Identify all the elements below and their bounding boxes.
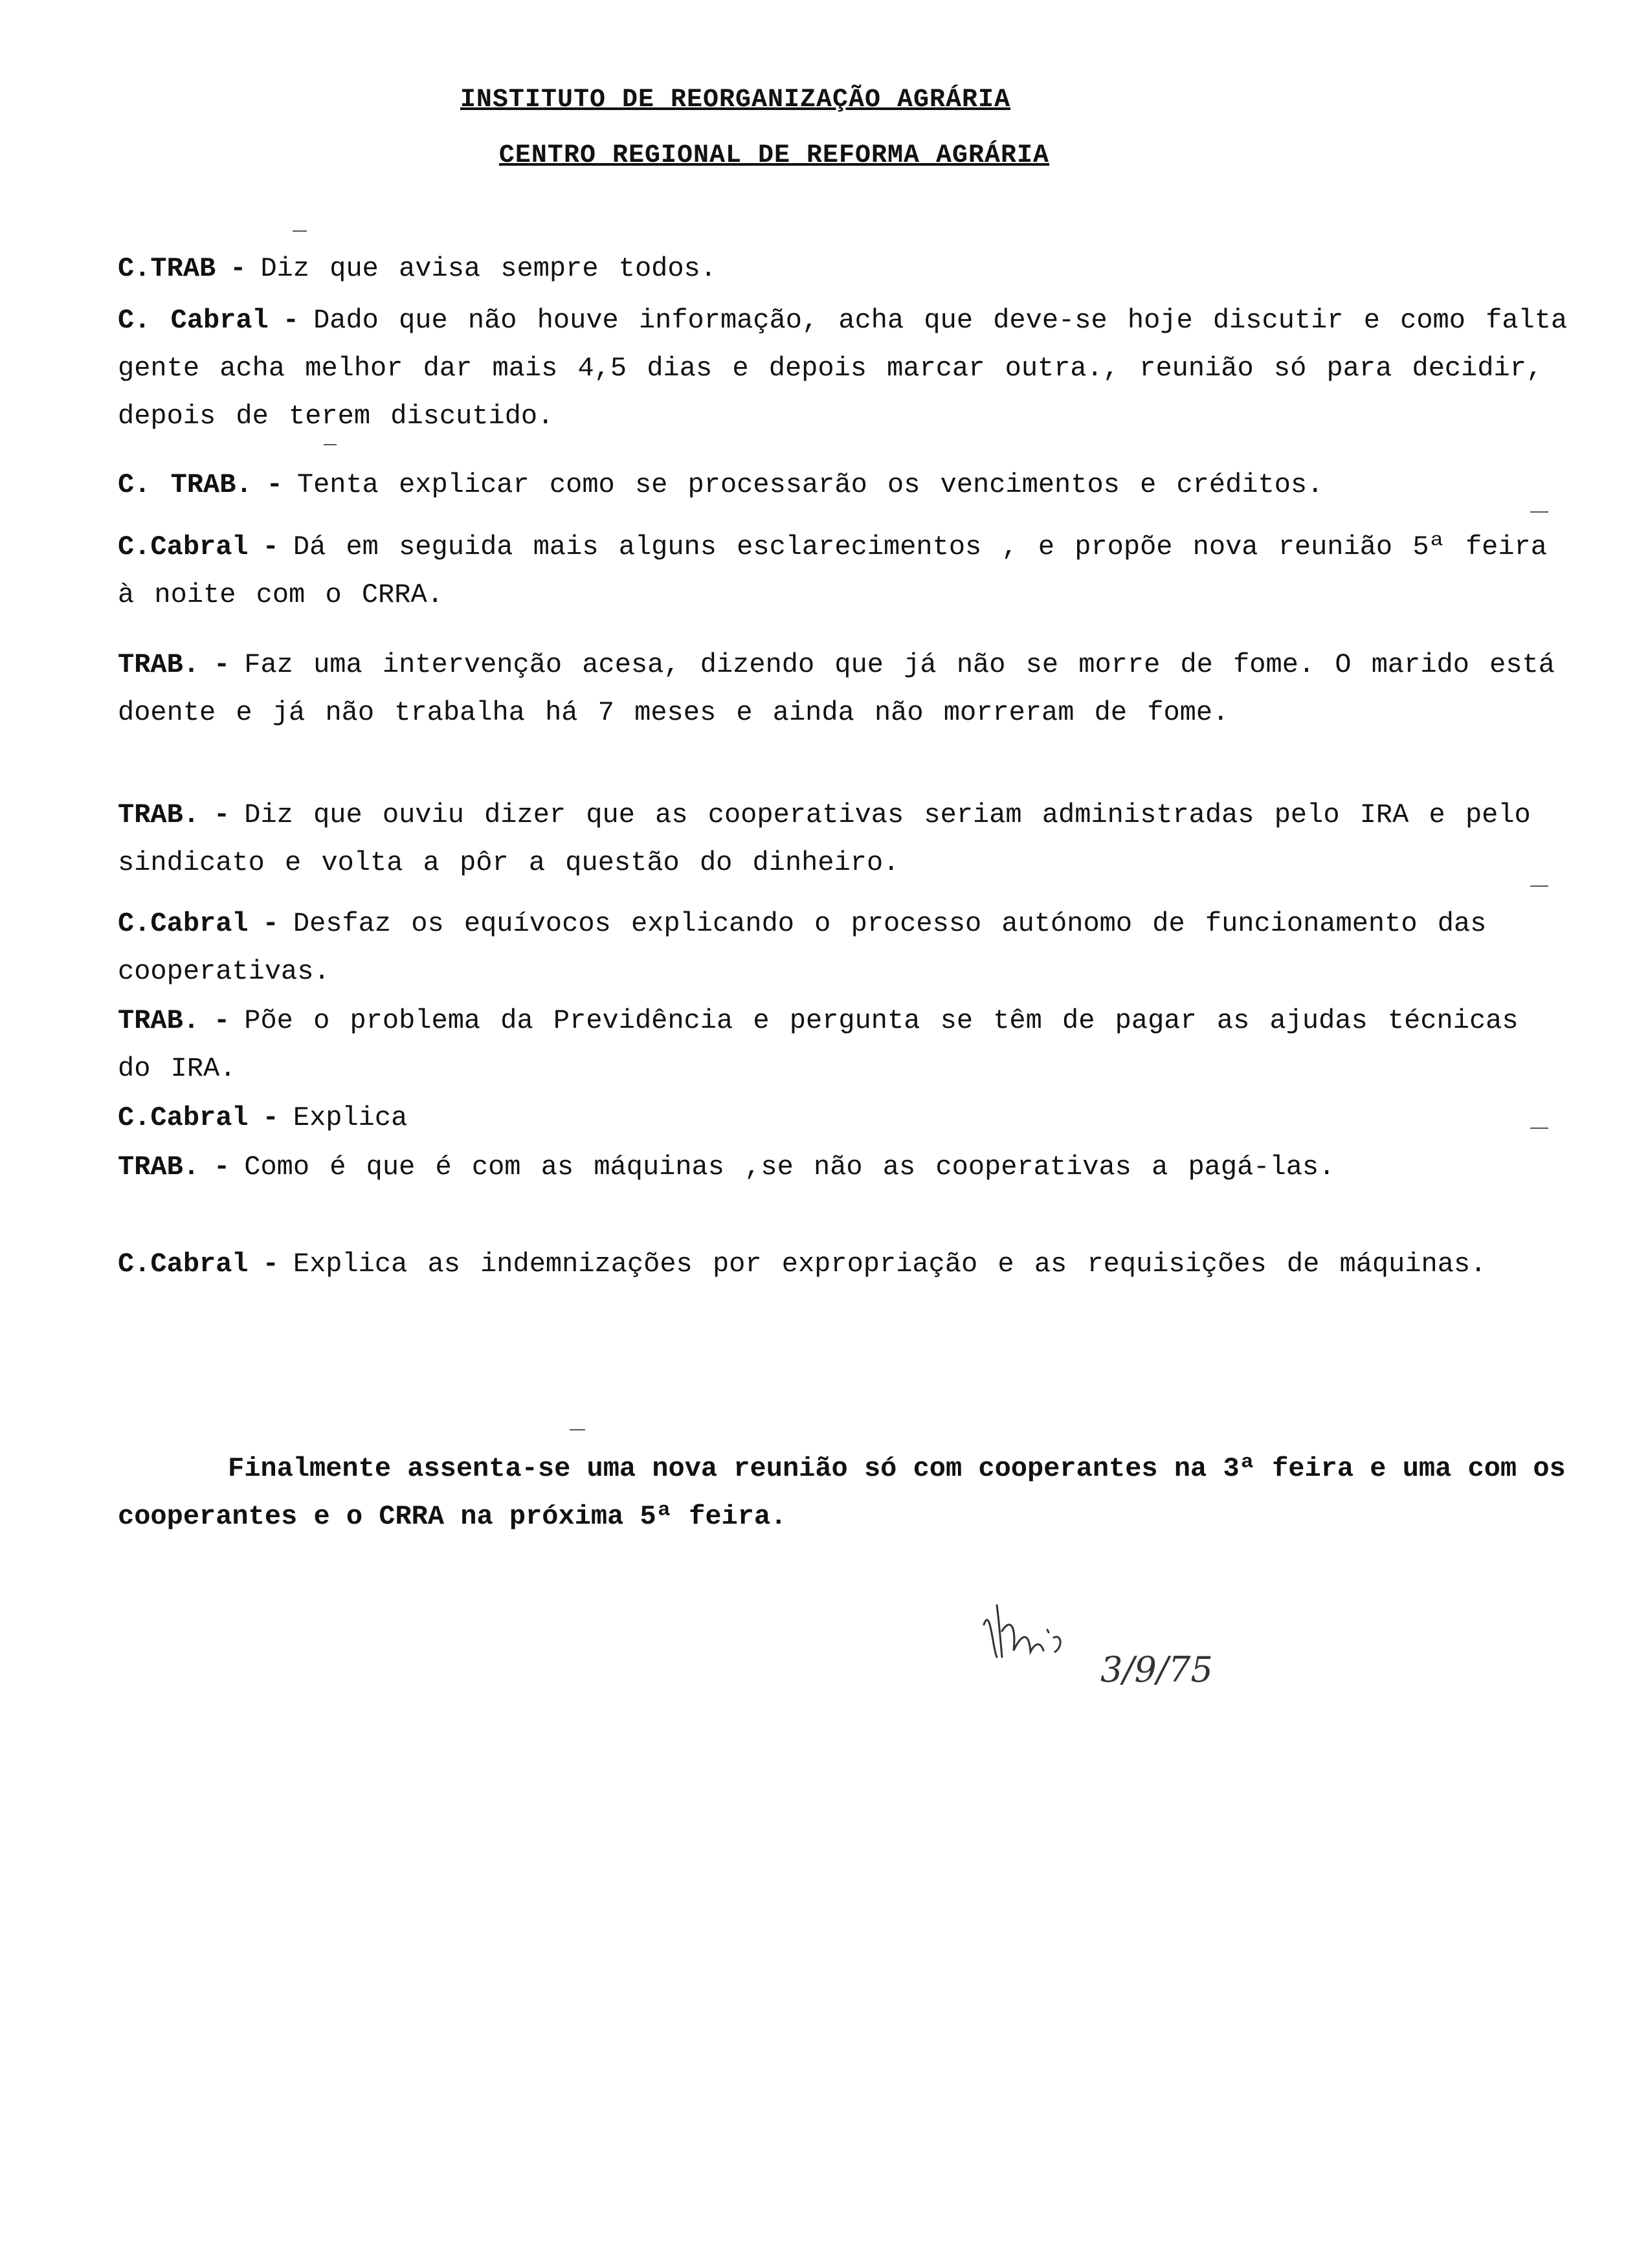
entry-text: Explica xyxy=(293,1102,408,1133)
minute-entry xyxy=(118,1094,1568,1142)
minute-entry xyxy=(118,641,1568,737)
speaker-label: TRAB. xyxy=(118,799,200,830)
speaker-label: TRAB. xyxy=(118,1005,200,1036)
minute-entry xyxy=(118,1143,1568,1191)
speaker-label: C.TRAB xyxy=(118,253,216,284)
marginal-tick xyxy=(1530,885,1548,887)
speaker-label: C.Cabral xyxy=(118,531,249,562)
dash: - xyxy=(262,908,279,939)
dash: - xyxy=(214,649,230,680)
closing-paragraph: Finalmente assenta-se uma nova reunião só com cooperantes na 3ª feira e uma com os cooperantes e o CRRA na próxima 5ª feira. xyxy=(118,1453,1566,1532)
dash: - xyxy=(282,305,300,336)
entry-text: Põe o problema da Previdência e pergunta se têm de pagar as ajudas técnicas do IRA. xyxy=(118,1005,1519,1084)
speaker-label: C.Cabral xyxy=(118,908,249,939)
speaker-label: TRAB. xyxy=(118,1151,200,1183)
minute-entry xyxy=(118,296,1568,440)
dash: - xyxy=(262,1102,279,1133)
dash: - xyxy=(214,1005,230,1036)
entry-text: Tenta explicar como se processarão os vencimentos e créditos. xyxy=(296,469,1324,500)
dash: - xyxy=(214,799,230,830)
entry-text: Desfaz os equívocos explicando o processo autónomo de funcionamento das cooperativas. xyxy=(118,908,1487,987)
marginal-tick xyxy=(1530,1128,1548,1129)
speaker-label: C.Cabral xyxy=(118,1249,249,1280)
marginal-tick xyxy=(324,444,337,445)
speaker-label: C.Cabral xyxy=(118,1102,249,1133)
minute-entry xyxy=(118,997,1568,1093)
entry-text: Diz que ouviu dizer que as cooperativas seriam administradas pelo IRA e pelo sindicato e volta a pôr a questão do dinheiro. xyxy=(118,799,1531,878)
regional-centre-title xyxy=(0,141,1587,170)
entry-text: Dá em seguida mais alguns esclarecimentos , e propõe nova reunião 5ª feira à noite com o CRRA. xyxy=(118,531,1547,610)
entry-text: Explica as indemnizações por expropriação e as requisições de máquinas. xyxy=(293,1249,1487,1280)
institute-title xyxy=(0,85,1548,115)
entry-text: Dado que não houve informação, acha que deve-se hoje discutir e como falta gente acha melhor dar mais 4,5 dias e depois marcar outra., reunião só para decidir, depois de terem discutido. xyxy=(118,305,1568,432)
dash: - xyxy=(262,1249,279,1280)
minute-entry xyxy=(118,245,1568,293)
dash: - xyxy=(230,253,247,284)
marginal-tick xyxy=(1530,511,1548,513)
speaker-label: TRAB. xyxy=(118,649,200,680)
minute-entry xyxy=(118,461,1568,509)
entry-text: Diz que avisa sempre todos. xyxy=(260,253,717,284)
entry-text: Como é que é com as máquinas ,se não as cooperativas a pagá-las. xyxy=(244,1151,1335,1183)
minute-entry xyxy=(118,1240,1568,1288)
regional-centre-title-text: CENTRO REGIONAL DE REFORMA AGRÁRIA xyxy=(498,141,1050,170)
speaker-label: C. TRAB. xyxy=(118,469,252,500)
minute-entry xyxy=(118,523,1568,619)
dash: - xyxy=(266,469,283,500)
speaker-label: C. Cabral xyxy=(118,305,269,336)
institute-title-text: INSTITUTO DE REORGANIZAÇÃO AGRÁRIA xyxy=(460,85,1011,115)
minute-entry xyxy=(118,900,1568,995)
signature-date: 3/9/75 xyxy=(1100,1649,1213,1690)
dash: - xyxy=(262,531,279,562)
entry-text: Faz uma intervenção acesa, dizendo que já não se morre de fome. O marido está doente e já não trabalha há 7 meses e ainda não morreram de fome. xyxy=(118,649,1555,728)
minute-entry xyxy=(118,791,1568,887)
marginal-tick xyxy=(293,230,307,232)
dash: - xyxy=(214,1151,230,1183)
marginal-tick xyxy=(570,1429,585,1430)
